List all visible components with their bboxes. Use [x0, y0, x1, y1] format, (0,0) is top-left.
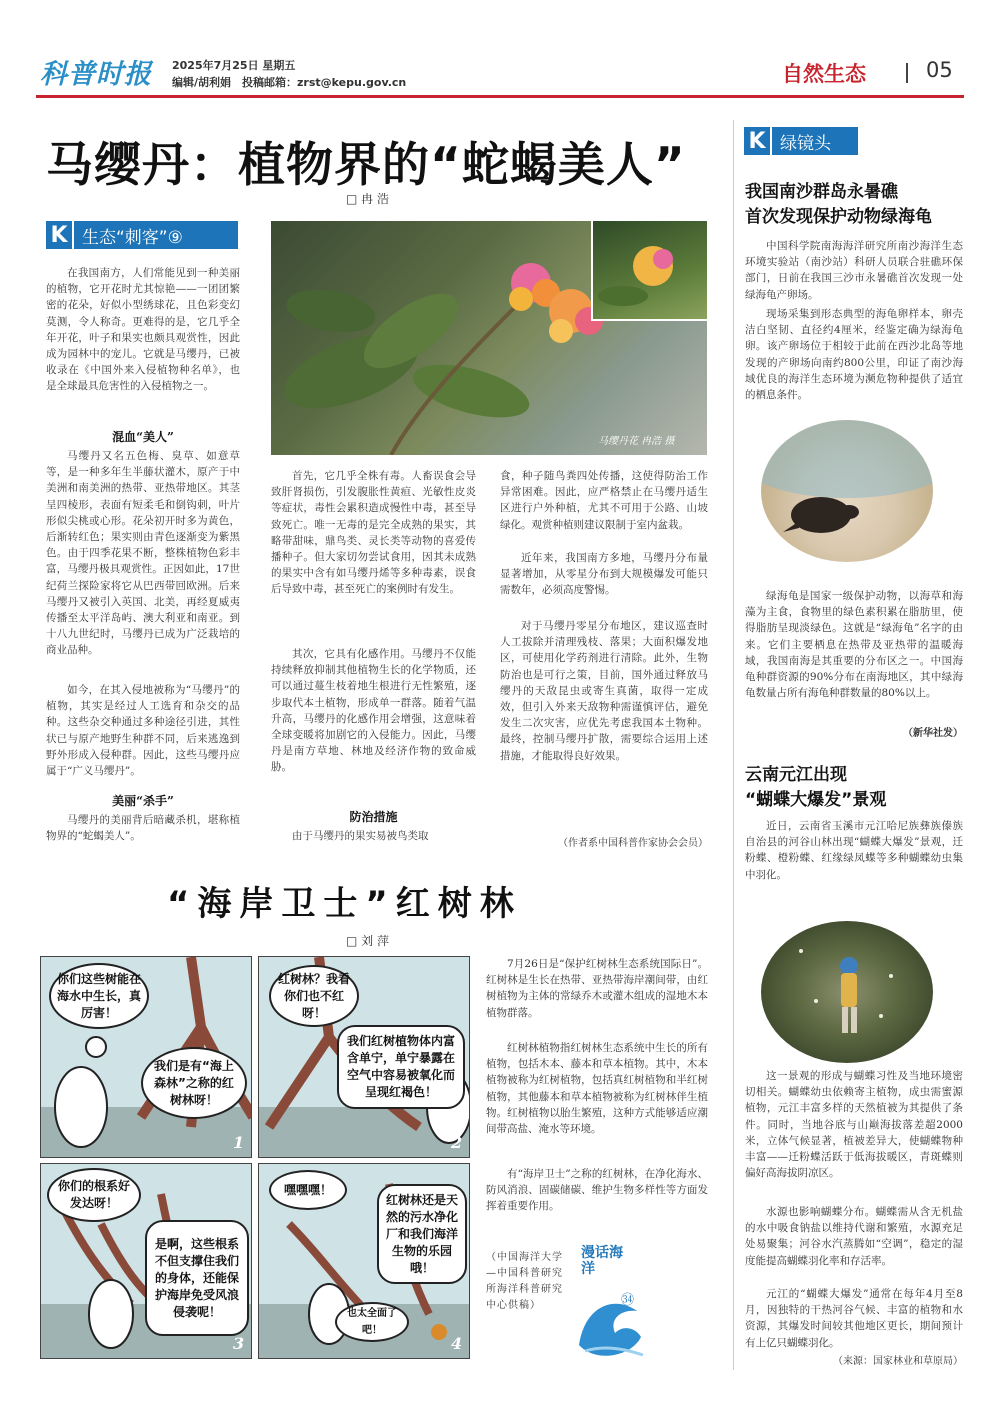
k-badge-icon-right: K	[744, 127, 770, 155]
story1-p2	[745, 306, 963, 406]
comic-panel-1	[40, 956, 252, 1158]
story1-p3	[745, 588, 963, 720]
col3-p3	[500, 618, 708, 830]
photo-caption: 马缨丹花 冉浩 摄	[598, 436, 675, 447]
story1-title-line1: 我国南沙群岛永暑礁	[745, 182, 898, 202]
section-name: 自然生态	[782, 62, 866, 86]
mangrove-p2-text: 红树林植物指红树林生态系统中生长的所有植物，包括木本、藤本和草本植物。其中，木本植物被称为红树植物，包括真红树植物和半红树植物，其他藤本和草本植物被称为红树林伴生植物。红树植物以胎生繁殖，这种方式能够适应潮间带高盐、淹水等环境。	[486, 1042, 708, 1136]
panel1-number: 1	[233, 1133, 245, 1152]
story1-p1-text: 中国科学院南海海洋研究所南沙海洋生态环境实验站（南沙站）科研人员联合驻礁环保部门，日前在我国三沙市永暑礁首次发现一处绿海龟产卵场。	[745, 240, 963, 301]
turtle-art	[761, 420, 933, 562]
col3-p3-text: 对于马缨丹零星分布地区，建议巡查时人工拔除并清理残枝、落果；大面积爆发地区，可使用化学药剂进行清除。此外，生物防治也是可行之策，目前，国外通过释放马缨丹的天敌昆虫或寄生真菌，取得一定成效，但引入外来天敌物种需谨慎评估，避免发生二次灾害，应优先考虑我国本土物种。最终，控制马缨丹扩散，需要综合运用上述措施，才能取得良好效果。	[500, 620, 708, 762]
column-tag: 生态“刺客”⑨	[74, 221, 238, 249]
panel3-bubble2: 是啊，这些根系不但支撑住我们的身体，还能保护海岸免受风浪侵袭呢！	[145, 1220, 249, 1336]
story2-p4	[745, 1286, 963, 1352]
wave-icon	[575, 1275, 647, 1365]
mangrove-p1-text: 7月26日是“保护红树林生态系统国际日”。红树林是生长在热带、亚热带海岸潮间带，由红树植物为主体的常绿乔木或灌木组成的湿地木本植物群落。	[486, 958, 708, 1019]
col1-p2: 马缨丹又名五色梅、臭草、如意草等，是一种多年生半藤状灌木，原产于中美洲和南美洲的热带、亚热带地区。其茎呈四棱形，表面有短柔毛和倒钩刺，叶片形似尖桃或心形。花朵初开时多为黄色，后渐转红色；果实则由青色逐渐变为紫黑色。由于四季花果不断，整株植物色彩丰富，马缨丹极具观赏性。正因如此，17世纪荷兰探险家将它从巴西带回欧洲。后来马缨丹又被引入英国、北美，再经夏威夷传播至太平洋岛屿、澳大利亚和南亚。到十八九世纪时，马缨丹已成为广泛栽培的商业品种。	[46, 450, 240, 657]
col1-p4: 马缨丹的美丽背后暗藏杀机，堪称植物界的“蛇蝎美人”。	[46, 814, 240, 843]
comic-panel-3	[40, 1163, 252, 1359]
mangrove-credit: （中国海洋大学—中国科普研究所海洋科普研究中心供稿）	[486, 1252, 563, 1311]
story2-p3-text: 水源也影响蝴蝶分布。蝴蝶需从含无机盐的水中吸食钠盐以维持代谢和繁殖，水源充足处易聚集；河谷水汽蒸腾如“空调”，稳定的湿度能提高蝴蝶羽化率和存活率。	[745, 1206, 963, 1267]
col3-p2-text: 近年来，我国南方多地，马缨丹分布量显著增加，从零星分布到大规模爆发可能只需数年，必须高度警惕。	[500, 552, 708, 597]
mangrove-p3	[486, 1166, 708, 1232]
butterfly-photo	[761, 921, 933, 1063]
story2-p1-text: 近日，云南省玉溪市元江哈尼族彝族傣族自治县的河谷山林出现“蝴蝶大爆发”景观，迁粉蝶、橙粉蝶、红缘绿凤蝶等多种蝴蝶幼虫集中羽化。	[745, 820, 963, 881]
panel3-number: 3	[233, 1334, 245, 1353]
green-turtle-photo	[761, 420, 933, 562]
issue-date: 2025年7月25日 星期五	[172, 59, 296, 72]
col3-p2	[500, 550, 708, 616]
panel1-bubble2: 我们是有“海上森林”之称的红树林呀！	[141, 1047, 247, 1119]
mangrove-p2	[486, 1040, 708, 1164]
col2-p3	[271, 828, 476, 848]
mangrove-p3-text: 有“海岸卫士”之称的红树林，在净化海水、防风消浪、固碳储碳、维护生物多样性等方面发挥着重要作用。	[486, 1168, 708, 1213]
panel4-number: 4	[451, 1334, 463, 1353]
panel2-bubble1: 红树林？我看你们也不红呀！	[269, 965, 359, 1027]
lantana-inset-art	[593, 221, 707, 319]
masthead-rule	[36, 95, 964, 98]
panel1-bubble1: 你们这些树能在海水中生长，真厉害！	[49, 963, 149, 1029]
col1-body3	[46, 812, 240, 846]
col1-body	[46, 448, 240, 680]
col2-p2-text: 其次，它具有化感作用。马缨丹不仅能持续释放抑制其他植物生长的化学物质，还可以通过蔓生枝着地生根进行无性繁殖，逐步取代本土植物，形成单一群落。随着气温升高，马缨丹的化感作用会增强，这意味着全球变暖将加剧它的入侵能力。因此，马缨丹是南方草地、林地及经济作物的致命威胁。	[271, 648, 476, 774]
col2-p1-text: 首先，它几乎全株有毒。人畜误食会导致肝肾损伤，引发腹胀性黄疸、光敏性皮炎等症状，毒性会累积造成慢性中毒，甚至导致死亡。唯一无毒的是完全成熟的果实，其略带甜味，鼎鸟类、灵长类等动物的喜爱传播种子。但大家切勿尝试食用，因其未成熟的果实中含有如马缨丹烯等多种毒素，误食后导致中毒，甚至死亡的案例时有发生。	[271, 470, 476, 596]
col1-intro-text: 在我国南方，人们常能见到一种美丽的植物，它开花时尤其惊艳——一团团繁密的花朵，好似小型绣球花，且色彩变幻莫测，令人称奇。更难得的是，它几乎全年开花，叶子和果实也颇具观赏性，因此成为园林中的宠儿。它就是马缨丹，已被收录在《中国外来入侵植物种名单》，也是全球最具危害性的入侵植物之一。	[46, 267, 240, 393]
story2-title-line1: 云南元江出现	[745, 765, 847, 785]
panel4-bubble1: 嘿嘿嘿！	[269, 1170, 347, 1210]
col1-body2	[46, 682, 240, 780]
story2-p2	[745, 1068, 963, 1202]
right-column-rule	[733, 120, 734, 1370]
col2-p3-text: 由于马缨丹的果实易被鸟类取	[292, 830, 429, 842]
main-byline: □ 冉 浩	[346, 192, 389, 206]
story2-p3	[745, 1204, 963, 1284]
col1-p3: 如今，在其入侵地被称为“马缨丹”的植物，其实是经过人工选育和杂交的品种。这些杂交种通过多种途径引进，其性状已与原产地野生种群不同，后来逃逸到野外形成入侵种群。因此，这些马缨丹应属于“广义马缨丹”。	[46, 684, 240, 778]
col2-p2	[271, 646, 476, 804]
story1-p3-text: 绿海龟是国家一级保护动物，以海草和海藻为主食，食物里的绿色素积累在脂肪里，使得脂肪呈现淡绿色。这就是“绿海龟”名字的由来。它们主要栖息在热带及亚热带的温暖海域，我国南海是其重要的分布区之一。中国海龟种群资源的90%分布在南海地区，其中绿海龟数量占所有海龟种群数量的80%以上。	[745, 590, 963, 700]
comic-panel-4	[258, 1163, 470, 1359]
comic-panel-2	[258, 956, 470, 1158]
mangrove-title: “海岸卫士”红树林	[167, 884, 522, 924]
mangrove-byline: □ 刘 萍	[346, 934, 389, 948]
story2-p1	[745, 818, 963, 884]
col2-p1	[271, 468, 476, 644]
story2-p4-text: 元江的“蝴蝶大爆发”通常在每年4月至8月，因独特的干热河谷气候、丰富的植物和水资源，其爆发时间较其他地区更长，期间预计有上亿只蝴蝶羽化。	[745, 1288, 963, 1349]
col3-p1-text: 食，种子随鸟粪四处传播，这使得防治工作异常困难。因此，应严格禁止在马缨丹适生区进行户外种植，尤其不可用于公路、山坡绿化。观赏种植则建议限制于室内盆栽。	[500, 470, 708, 531]
subhead-control: 防治措施	[349, 810, 398, 824]
panel4-bubble3: 也太全面了吧！	[335, 1302, 409, 1342]
col1-intro	[46, 265, 240, 420]
lantana-inset-photo	[591, 221, 707, 321]
series-number: ㉞	[621, 1293, 635, 1308]
story2-source: （来源：国家林业和草原局）	[833, 1356, 963, 1367]
subhead-hybrid: 混血“美人”	[112, 430, 174, 444]
story2-title-line2: “蝴蝶大爆发”景观	[745, 790, 887, 810]
subhead-killer: 美丽“杀手”	[112, 794, 174, 808]
story1-source: （新华社发）	[903, 728, 963, 739]
panel4-bubble2: 红树林还是天然的污水净化厂和我们海洋生物的乐园哦！	[377, 1184, 467, 1284]
panel2-number: 2	[451, 1133, 463, 1152]
k-badge-icon: K	[46, 221, 72, 249]
story1-p1	[745, 238, 963, 304]
story1-title-line2: 首次发现保护动物绿海龟	[745, 207, 932, 227]
mangrove-p1	[486, 956, 708, 1038]
section-separator	[906, 63, 908, 83]
series-badge	[575, 1245, 647, 1365]
butterfly-art	[761, 921, 933, 1063]
author-note: （作者系中国科普作家协会会员）	[558, 838, 708, 849]
panel2-bubble2: 我们红树植物体内富含单宁，单宁暴露在空气中容易被氧化而呈现红褐色！	[337, 1025, 465, 1109]
story2-p2-text: 这一景观的形成与蝴蝶习性及当地环境密切相关。蝴蝶幼虫依赖寄主植物，成虫需蜜源植物，元江丰富多样的天然植被为其提供了条件。同时，当地谷底与山巅海拔落差超2000米，立体气候显著，植被差异大，使蝴蝶物种丰富——迁粉蝶活跃于低海拔暖区，青斑蝶则偏好高海拔阴凉区。	[745, 1070, 963, 1180]
masthead-logo: 科普时报	[40, 59, 152, 90]
story1-p2-text: 现场采集到形态典型的海龟卵样本，卵壳洁白坚韧、直径约4厘米，经鉴定确为绿海龟卵。该产卵场位于相较于此前在西沙北岛等地发现的产卵场向南约800公里，印证了南沙海域优良的海洋生态环境为濒危物种提供了适宜的栖息条件。	[745, 308, 963, 402]
col3-p1	[500, 468, 708, 548]
main-headline: 马缨丹：植物界的“蛇蝎美人”	[46, 138, 686, 193]
panel3-bubble1: 你们的根系好发达呀！	[47, 1168, 141, 1222]
right-column-tag: 绿镜头	[772, 127, 858, 155]
series-badge-text: 漫话海洋	[581, 1245, 623, 1277]
editor-line: 编辑/胡利娟 投稿邮箱：zrst@kepu.gov.cn	[172, 76, 407, 89]
page-number: 05	[926, 58, 953, 82]
